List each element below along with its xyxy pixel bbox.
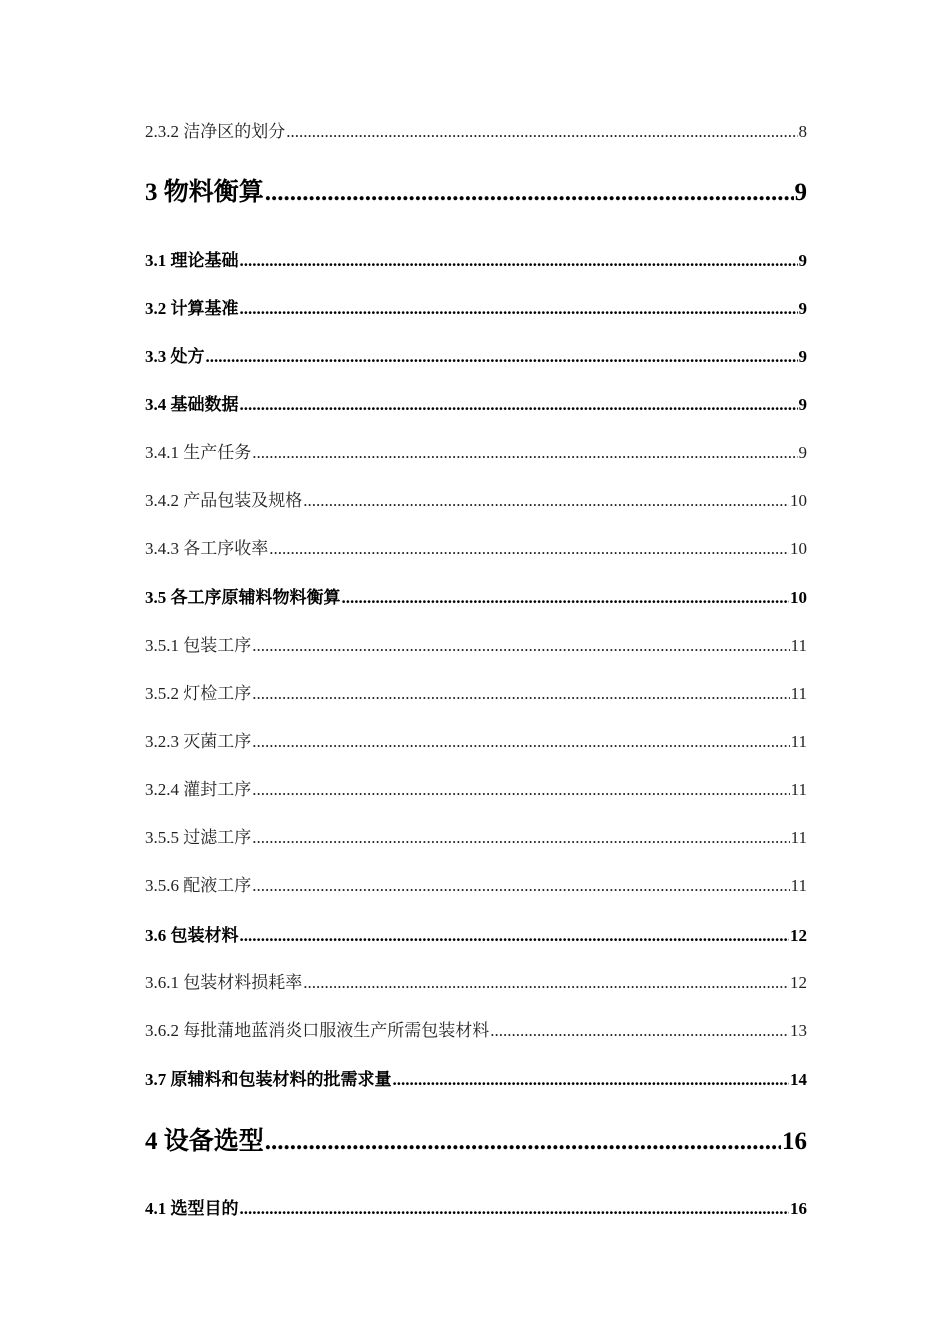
toc-leader-dots — [265, 1128, 781, 1156]
toc-entry[interactable] — [145, 246, 807, 271]
toc-leader-dots — [240, 1199, 790, 1219]
toc-page-number: 16 — [782, 1128, 807, 1155]
toc-leader-dots — [490, 1021, 789, 1041]
toc-leader-dots — [342, 588, 790, 608]
toc-entry-label: 3.2 计算基准 — [145, 299, 239, 318]
toc-entry-label: 3.5.6 配液工序 — [145, 876, 252, 895]
toc-entry-label: 3.2.3 灭菌工序 — [145, 732, 252, 751]
toc-page-number: 9 — [798, 299, 807, 318]
toc-leader-dots — [303, 973, 789, 993]
toc-page-number: 9 — [798, 251, 807, 270]
toc-page-number: 10 — [790, 491, 807, 510]
toc-entry-label: 3.4.3 各工序收率 — [145, 539, 269, 558]
toc-leader-dots — [252, 876, 789, 896]
toc-page-number: 9 — [798, 443, 807, 462]
toc-page-number: 12 — [790, 926, 807, 945]
toc-leader-dots — [252, 780, 789, 800]
toc-page-number: 9 — [798, 395, 807, 414]
toc-page-number: 16 — [790, 1199, 807, 1218]
toc-leader-dots — [206, 347, 798, 367]
toc-leader-dots — [252, 684, 789, 704]
toc-leader-dots — [240, 299, 798, 319]
toc-entry[interactable] — [145, 921, 807, 946]
toc-entry-label: 3.5.2 灯检工序 — [145, 684, 252, 703]
toc-entry[interactable] — [145, 727, 807, 752]
toc-page-number: 10 — [790, 588, 807, 607]
toc-entry-label: 3.3 处方 — [145, 347, 205, 366]
toc-entry[interactable] — [145, 583, 807, 608]
toc-entry[interactable] — [145, 117, 807, 142]
toc-entry[interactable] — [145, 438, 807, 463]
toc-entry[interactable] — [145, 968, 807, 993]
toc-entry-label: 3.2.4 灌封工序 — [145, 780, 252, 799]
toc-entry-label: 3.5 各工序原辅料物料衡算 — [145, 588, 341, 607]
toc-page-number: 11 — [790, 876, 807, 895]
toc-chapter-entry[interactable] — [145, 1121, 807, 1157]
toc-entry-label: 3.6.1 包装材料损耗率 — [145, 973, 303, 992]
toc-page-number: 11 — [790, 828, 807, 847]
toc-entry-label: 3.4.2 产品包装及规格 — [145, 491, 303, 510]
toc-entry[interactable] — [145, 679, 807, 704]
toc-leader-dots — [265, 179, 794, 207]
toc-page-number: 11 — [790, 636, 807, 655]
toc-page-number: 13 — [790, 1021, 807, 1040]
toc-entry[interactable] — [145, 823, 807, 848]
toc-leader-dots — [252, 732, 789, 752]
toc-entry-label: 3.4.1 生产任务 — [145, 443, 252, 462]
toc-entry-label: 4.1 选型目的 — [145, 1199, 239, 1218]
toc-leader-dots — [240, 926, 790, 946]
toc-entry[interactable] — [145, 294, 807, 319]
toc-entry[interactable] — [145, 390, 807, 415]
toc-entry[interactable] — [145, 1016, 807, 1041]
toc-entry-label: 3.6.2 每批蒲地蓝消炎口服液生产所需包装材料 — [145, 1021, 490, 1040]
toc-page-number: 10 — [790, 539, 807, 558]
toc-entry-label: 3 物料衡算 — [145, 179, 264, 206]
toc-entry[interactable] — [145, 1194, 807, 1219]
toc-leader-dots — [269, 539, 789, 559]
toc-entry-label: 3.1 理论基础 — [145, 251, 239, 270]
toc-leader-dots — [252, 636, 789, 656]
toc-page-number: 8 — [798, 122, 807, 141]
toc-entry[interactable] — [145, 534, 807, 559]
toc-entry[interactable] — [145, 775, 807, 800]
toc-page-number: 9 — [798, 347, 807, 366]
toc-leader-dots — [240, 251, 798, 271]
toc-entry-label: 2.3.2 洁净区的划分 — [145, 122, 286, 141]
toc-entry[interactable] — [145, 486, 807, 511]
toc-leader-dots — [240, 395, 798, 415]
toc-page-number: 9 — [794, 179, 807, 206]
toc-page-number: 11 — [790, 732, 807, 751]
toc-entry-label: 3.5.1 包装工序 — [145, 636, 252, 655]
toc-page-number: 11 — [790, 684, 807, 703]
toc-page-number: 14 — [790, 1070, 807, 1089]
toc-entry-label: 3.6 包装材料 — [145, 926, 239, 945]
toc-chapter-entry[interactable] — [145, 172, 807, 208]
toc-entry-label: 3.7 原辅料和包装材料的批需求量 — [145, 1070, 392, 1089]
toc-entry[interactable] — [145, 342, 807, 367]
toc-entry[interactable] — [145, 631, 807, 656]
toc-page-number: 11 — [790, 780, 807, 799]
toc-leader-dots — [252, 443, 797, 463]
toc-entry[interactable] — [145, 1065, 807, 1090]
toc-leader-dots — [286, 122, 797, 142]
toc-leader-dots — [303, 491, 789, 511]
toc-entry[interactable] — [145, 871, 807, 896]
toc-leader-dots — [393, 1070, 790, 1090]
toc-entry-label: 4 设备选型 — [145, 1128, 264, 1155]
toc-page-number: 12 — [790, 973, 807, 992]
toc-entry-label: 3.4 基础数据 — [145, 395, 239, 414]
toc-entry-label: 3.5.5 过滤工序 — [145, 828, 252, 847]
toc-leader-dots — [252, 828, 789, 848]
